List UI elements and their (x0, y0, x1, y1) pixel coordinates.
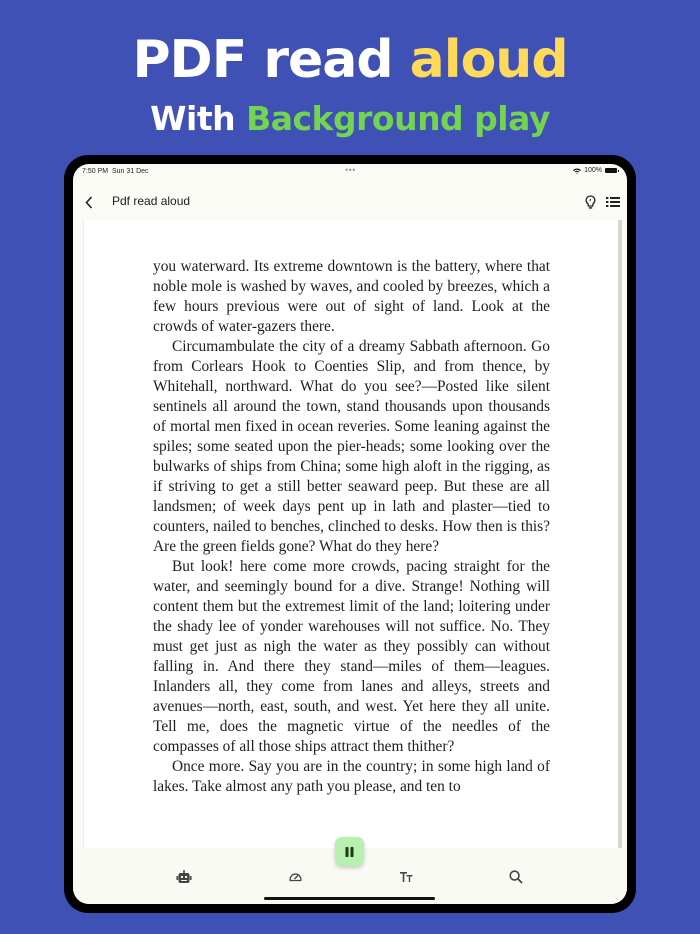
wifi-icon (573, 168, 581, 174)
list-icon (606, 196, 620, 208)
status-time: 7:50 PM Sun 31 Dec (82, 168, 149, 175)
speed-button[interactable] (284, 868, 306, 886)
pdf-page[interactable] (83, 220, 619, 848)
paragraph: Circumambulate the city of a dreamy Sabbath afternoon. Go from Corlears Hook to Coenties Slip, and from thence, by Whitehall, northward. What do you see?—Posted like silent sentinels all around the town, stand thousands upon thousands of mortal men fixed in ocean reveries. Some leaning against the spiles; some seated upon the pier-heads; some looking over the bulwarks of ships from China; some high aloft in the rigging, as if striving to get a still better seaward peep. But these are all landsmen; of week days pent up in lath and plaster—tied to counters, nailed to benches, clinched to desks. How then is this? Are the green fields gone? What do they here? (153, 338, 550, 555)
promo-subline (0, 98, 700, 140)
multitask-dots[interactable]: ••• (345, 165, 356, 175)
bottom-toolbar (73, 848, 627, 904)
table-of-contents-button[interactable] (603, 192, 623, 212)
promo-headline (0, 30, 700, 90)
paragraph: you waterward. Its extreme downtown is the battery, where that noble mole is washed by waves, and cooled by breezes, which a few hours previous were out of sight of land. Look at the crowds of water-gazers there. (153, 258, 550, 335)
paragraph: Once more. Say you are in the country; in some high land of lakes. Take almost any path you please, and ten to (153, 758, 550, 795)
app-screen (73, 164, 627, 904)
battery-icon (605, 168, 617, 173)
text-size-icon (400, 872, 413, 882)
voice-button[interactable] (173, 868, 195, 886)
page-text (153, 257, 550, 797)
subline-main: With (150, 99, 247, 138)
back-icon (85, 196, 93, 209)
speed-gauge-icon (289, 872, 302, 882)
search-icon (509, 870, 523, 884)
app-title: Pdf read aloud (112, 194, 191, 208)
page-scrollbar[interactable] (618, 220, 622, 848)
voice-robot-icon (176, 870, 192, 884)
subline-accent: Background play (246, 99, 550, 138)
home-indicator[interactable] (264, 897, 435, 900)
paragraph: But look! here come more crowds, pacing straight for the water, and seemingly bound for a dive. Strange! Nothing will content them but the extremest limit of the land; loitering under the shady lee of yonder warehouses will not suffice. No. They must get just as nigh the water as they possibly can without falling in. And there they stand—miles of them—leagues. Inlanders all, they come from lanes and alleys, streets and avenues—north, east, south, and west. Yet here they all unite. Tell me, does the magnetic virtue of the needles of the compasses of all those ships attract them thither? (153, 558, 550, 755)
tablet-frame (64, 155, 636, 913)
search-button[interactable] (505, 868, 527, 886)
status-indicators (573, 167, 617, 174)
battery-percent: 100% (584, 167, 602, 174)
back-button[interactable] (79, 190, 99, 214)
text-size-button[interactable] (395, 868, 417, 886)
headline-main: PDF read (132, 30, 410, 90)
pause-icon (345, 847, 354, 857)
status-bar (73, 164, 627, 182)
lightbulb-icon (585, 195, 596, 210)
lightbulb-button[interactable] (581, 192, 599, 212)
app-bar (73, 182, 627, 222)
pause-button[interactable] (335, 837, 364, 866)
headline-accent: aloud (409, 30, 568, 90)
